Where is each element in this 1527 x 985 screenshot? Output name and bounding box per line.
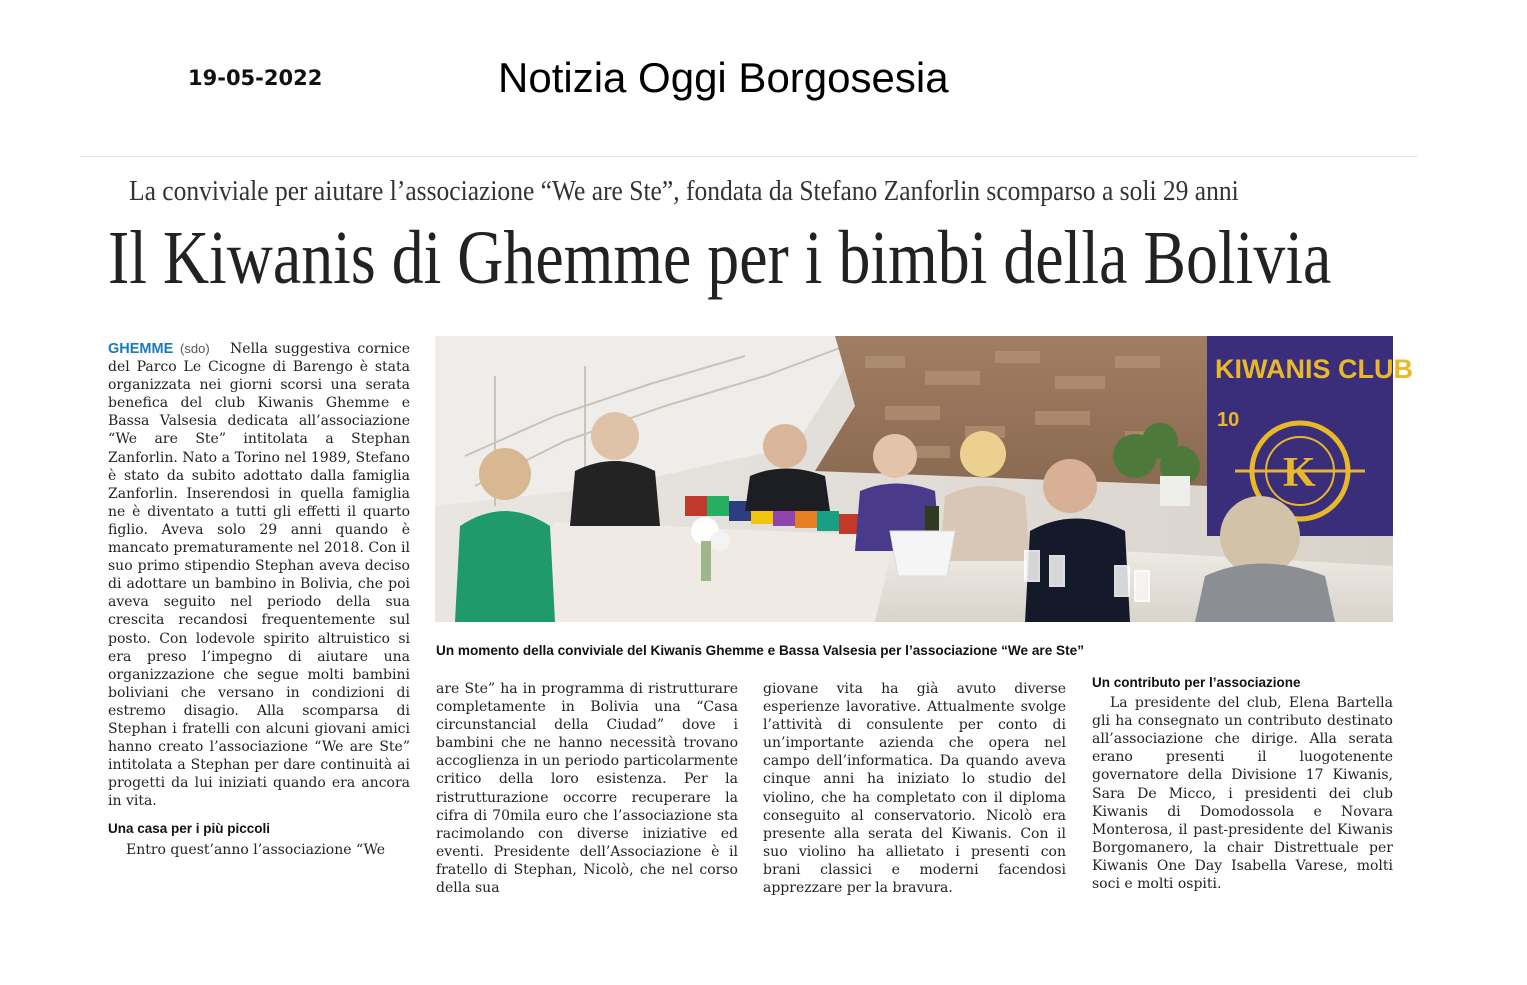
- dateline-place: GHEMME: [108, 341, 174, 357]
- column-1-paragraph: [108, 340, 410, 810]
- article-column-3: [763, 680, 1066, 897]
- publication-date: 19-05-2022: [188, 66, 323, 90]
- column-2-text: are Ste” ha in programma di ristrutturare completamente in Bolivia una “Casa circunstancial della Ciudad” dove i bambini che ne hanno necessità trovano accoglienza in un periodo particolarmente critico della loro esistenza. Per la ristrutturazione occorre recuperare la cifra di 70mila euro che l’associazione sta racimolando con diverse iniziative ed eventi. Presidente dell’Associazione è il fratello di Stephan, Nicolò, che nel corso della sua: [436, 681, 738, 897]
- svg-text:K: K: [1283, 450, 1316, 496]
- column-4-text: La presidente del club, Elena Bartella gli ha consegnato un contributo destinato all’associazione che dirige. Alla serata erano presenti il luogotenente governatore della Divisione 17 Kiwanis, Sara De Micco, i presidenti dei club Kiwanis di Domodossola e Novara Monterosa, il past-presidente del Kiwanis Borgomanero, la chair Distrettuale per Kiwanis One Day Isabella Varese, molti soci e molti ospiti.: [1092, 695, 1393, 893]
- article-kicker: La conviviale per aiutare l’associazione “We are Ste”, fondata da Stefano Zanforlin scomparso a soli 29 anni: [129, 175, 1239, 207]
- photo-caption: Un momento della conviviale del Kiwanis Ghemme e Bassa Valsesia per l’associazione “We are Ste”: [436, 643, 1084, 658]
- column-1-tail: Entro quest’anno l’associazione “We: [126, 841, 386, 858]
- article-column-2: [436, 680, 738, 897]
- event-photo-illustration: [435, 336, 1413, 622]
- article-column-4: [1092, 668, 1393, 893]
- header-divider: [80, 156, 1418, 157]
- subheading-contributo: Un contributo per l’associazione: [1092, 675, 1301, 690]
- publication-name: Notizia Oggi Borgosesia: [498, 54, 949, 101]
- banner-title: KIWANIS CLUB: [1215, 354, 1413, 384]
- event-photo: [435, 336, 1413, 622]
- subheading-casa: Una casa per i più piccoli: [108, 821, 271, 837]
- column-1-text: Nella suggestiva cornice del Parco Le Cicogne di Barengo è stata organizzata nei giorni scorsi una serata benefica del club Kiwanis Ghemme e Bassa Valsesia dedicata all’associazione “We are Ste” intitolata a Stephan Zanforlin. Nato a Torino nel 1989, Stefano è stato da subito adottato dalla famiglia Zanforlin. Inserendosi in quella famiglia ne è diventato a tutti gli effetti il quarto figlio. Aveva solo 29 anni quando è mancato prematuramente nel 2018. Con il suo primo stipendio Stephan aveva deciso di adottare un bambino in Bolivia, che poi aveva seguito nel periodo della sua crescita recandosi frequentemente sul posto. Con lodevole spirito altruistico si era preso l’impegno di aiutare una organizzazione che segue molti bambini boliviani che versano in condizioni di estremo disagio. Alla scomparsa di Stephan i fratelli con alcuni giovani amici hanno creato l’associazione “We are Ste” intitolata a Stephan per dare continuità ai progetti da lui iniziati quando era ancora in vita.: [108, 341, 410, 810]
- column-3-text: giovane vita ha già avuto diverse esperienze lavorative. Attualmente svolge l’attività di consulente per conto di un’importante azienda che opera nel campo dell’informatica. Da quando aveva cinque anni ha iniziato lo studio del violino, che ha completato con il diploma conseguito al conservatorio. Nicolò era presente alla serata del Kiwanis. Con il suo violino ha allietato i presenti con brani classici e moderni facendosi apprezzare per la bravura.: [763, 681, 1066, 897]
- banner-number: 10: [1217, 409, 1240, 431]
- article-column-1: [108, 340, 410, 859]
- article-headline: Il Kiwanis di Ghemme per i bimbi della Bolivia: [108, 216, 1332, 300]
- dateline-credit: (sdo): [180, 341, 210, 356]
